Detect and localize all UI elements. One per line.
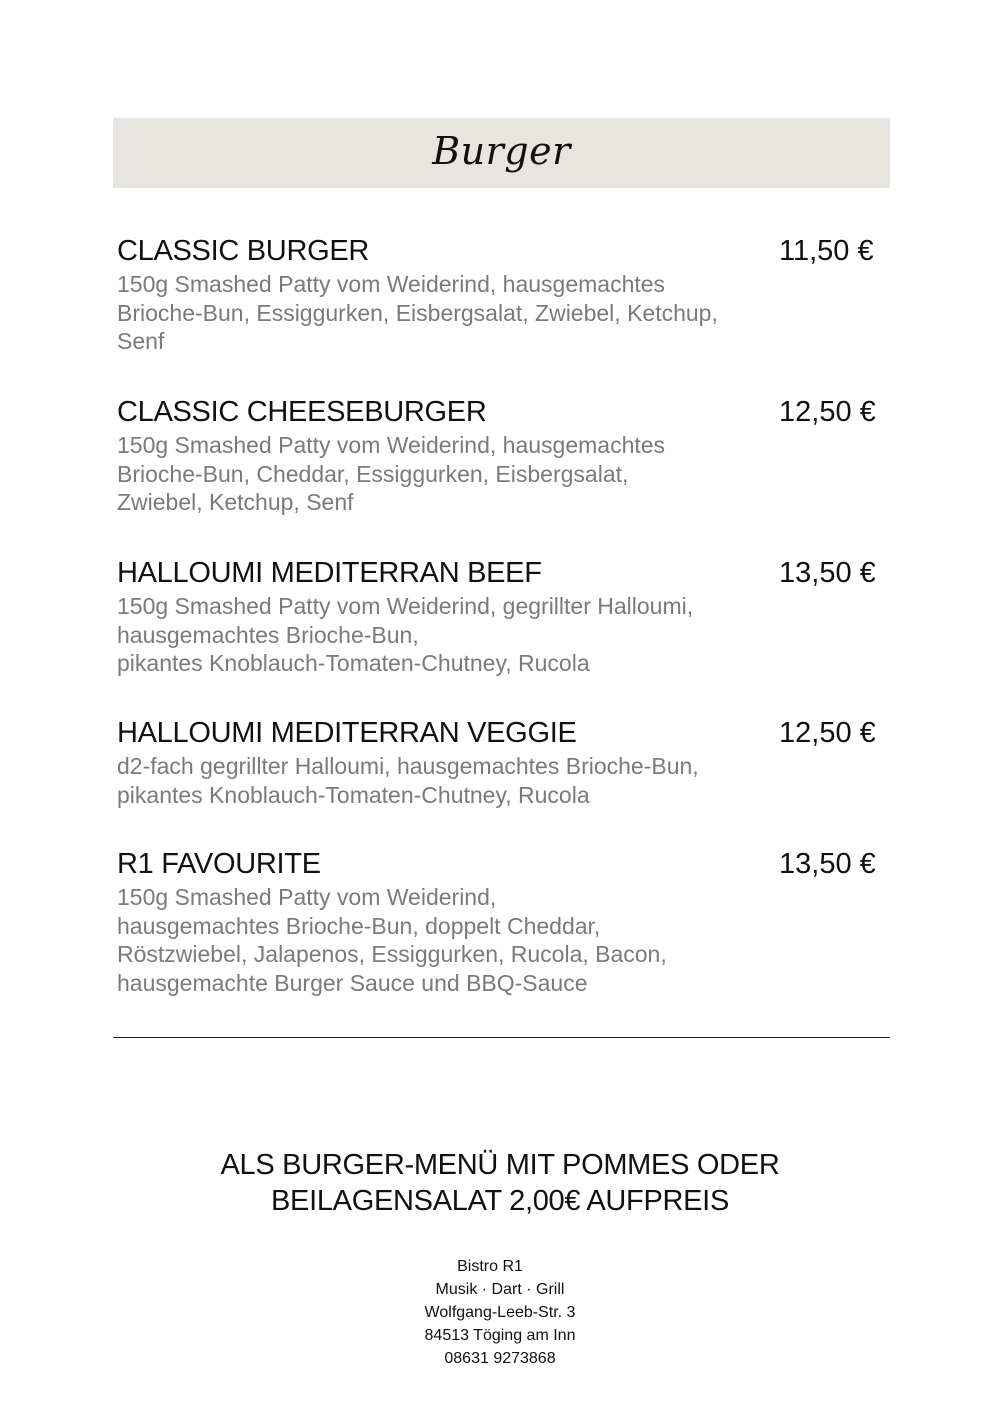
menu-item-price: 12,50 € [779, 396, 876, 428]
burger-menu-note [150, 1147, 850, 1219]
menu-item-price: 13,50 € [779, 557, 876, 589]
menu-item-name: HALLOUMI MEDITERRAN VEGGIE [117, 717, 577, 749]
menu-item-name: HALLOUMI MEDITERRAN BEEF [117, 557, 542, 589]
menu-item-name: R1 FAVOURITE [117, 848, 321, 880]
menu-item-price: 13,50 € [779, 848, 876, 880]
menu-item-description: d2-fach gegrillter Halloumi, hausgemachtes Brioche-Bun, pikantes Knoblauch-Tomaten-Chutney, Rucola [117, 753, 699, 808]
menu-item-price: 12,50 € [779, 717, 876, 749]
footer-phone: 08631 9273868 [444, 1350, 556, 1367]
section-divider [113, 1037, 890, 1038]
menu-note-line-1: ALS BURGER-MENÜ MIT POMMES ODER [220, 1149, 780, 1181]
menu-item-name: CLASSIC CHEESEBURGER [117, 396, 487, 428]
section-title: Burger [432, 129, 571, 173]
menu-item-price: 11,50 € [779, 235, 874, 267]
menu-note-line-2: BEILAGENSALAT 2,00€ AUFPREIS [271, 1185, 729, 1217]
footer-city: 84513 Töging am Inn [424, 1327, 576, 1344]
footer-business-name: Bistro R1 [457, 1258, 523, 1275]
section-title-bar [113, 118, 890, 188]
menu-item-description: 150g Smashed Patty vom Weiderind, hausgemachtes Brioche-Bun, Essiggurken, Eisbergsalat, Zwiebel, Ketchup, Senf [117, 271, 718, 354]
menu-item-description: 150g Smashed Patty vom Weiderind, hausgemachtes Brioche-Bun, doppelt Cheddar, Röstzwiebel, Jalapenos, Essiggurken, Rucola, Bacon, hausgemachte Burger Sauce und BBQ-Sauce [117, 884, 667, 996]
footer-street: Wolfgang-Leeb-Str. 3 [424, 1304, 576, 1321]
menu-item-description: 150g Smashed Patty vom Weiderind, hausgemachtes Brioche-Bun, Cheddar, Essiggurken, Eisbergsalat, Zwiebel, Ketchup, Senf [117, 432, 666, 515]
footer-tagline: Musik · Dart · Grill [435, 1281, 565, 1298]
menu-item-name: CLASSIC BURGER [117, 235, 370, 267]
menu-item-description: 150g Smashed Patty vom Weiderind, gegrillter Halloumi, hausgemachtes Brioche-Bun, pikantes Knoblauch-Tomaten-Chutney, Rucola [117, 593, 694, 676]
footer-address [350, 1255, 650, 1370]
